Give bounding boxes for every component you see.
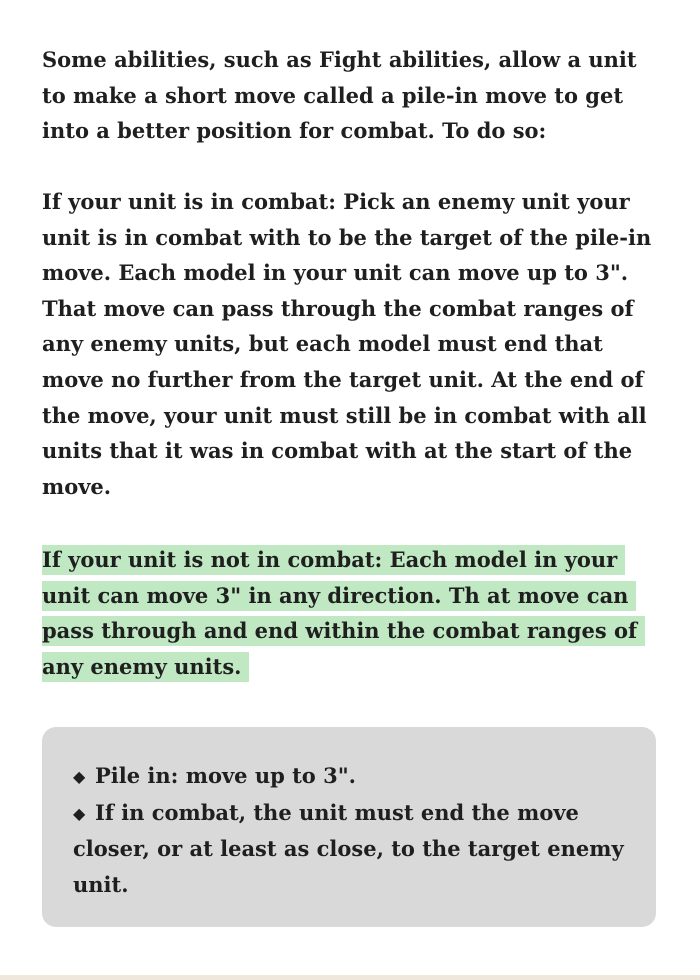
summary-item-text: Pile in: move up to 3". — [95, 763, 356, 788]
summary-list — [73, 758, 639, 902]
summary-item-in-combat — [73, 795, 639, 903]
rules-summary-box — [42, 727, 656, 927]
highlighted-text[interactable]: If your unit is not in combat: Each model in your unit can move 3" in any direction. Th at move can pass through and end within the combat ranges of any enemy units. — [42, 545, 645, 682]
intro-paragraph: Some abilities, such as Fight abilities, allow a unit to make a short move called a pile-in move to get into a better position for combat. To do so: — [42, 47, 637, 144]
diamond-bullet-icon: ◆ — [73, 767, 86, 786]
summary-item-text: If in combat, the unit must end the move closer, or at least as close, to the target enemy unit. — [73, 799, 624, 897]
not-in-combat-paragraph — [42, 542, 658, 684]
summary-item-pile-in — [73, 758, 639, 795]
in-combat-paragraph: If your unit is in combat: Pick an enemy unit your unit is in combat with to be the target of the pile-in move. Each model in your unit can move up to 3". That move can pass through the combat ranges of any enemy units, but each model must end that move no further from the target unit. At the end of the move, your unit must still be in combat with all units that it was in combat with at the start of the move. — [42, 189, 652, 499]
bottom-divider — [0, 975, 700, 980]
diamond-bullet-icon: ◆ — [73, 803, 86, 823]
